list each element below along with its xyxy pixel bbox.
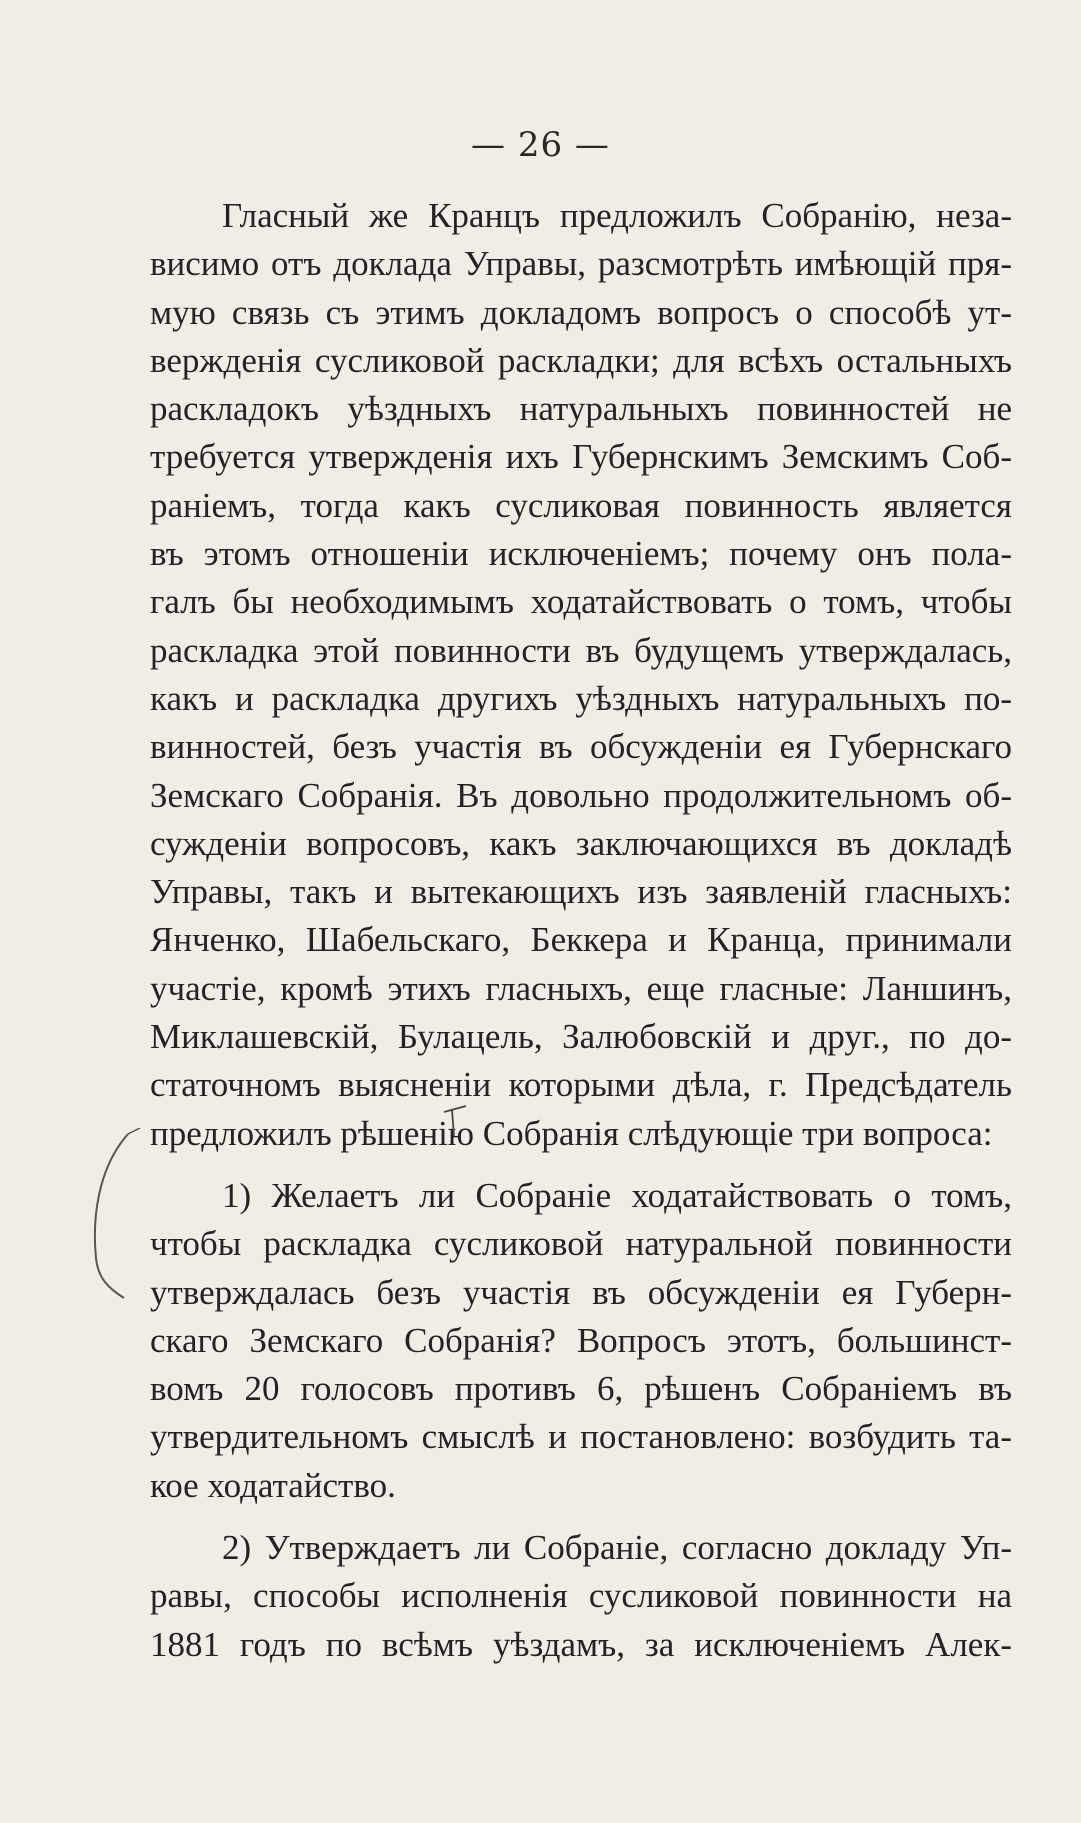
text-line: Управы, такъ и вытекающихъ изъ заявленій гласныхъ: — [150, 872, 1012, 912]
text-line: галъ бы необходимымъ ходатайствовать о томъ, чтобы — [150, 582, 1012, 622]
body-text — [150, 192, 1012, 1669]
text-line: винностей, безъ участія въ обсужденіи ея Губернскаго — [150, 727, 1012, 767]
page-number: — 26 — — [471, 125, 610, 165]
text-line: участіе, кромѣ этихъ гласныхъ, еще гласные: Ланшинъ, — [150, 968, 1012, 1008]
text-line: требуется утвержденія ихъ Губернскимъ Земскимъ Соб- — [150, 437, 1012, 477]
text-line: въ этомъ отношеніи исключеніемъ; почему онъ пола- — [150, 534, 1012, 574]
text-line: равы, способы исполненія сусликовой повинности на — [150, 1576, 1012, 1616]
text-line: раскладокъ уѣздныхъ натуральныхъ повинностей не — [150, 389, 1012, 429]
text-line: мую связь съ этимъ докладомъ вопросъ о способѣ ут- — [150, 292, 1012, 332]
text-line: 2) Утверждаетъ ли Собраніе, согласно докладу Уп- — [222, 1528, 1012, 1568]
text-line: вомъ 20 голосовъ противъ 6, рѣшенъ Собраніемъ въ — [150, 1369, 1012, 1409]
text-line: кое ходатайство. — [150, 1465, 396, 1505]
caret-insert-icon — [440, 1098, 470, 1138]
text-line: утверждалась безъ участія въ обсужденіи ея Губерн- — [150, 1272, 1012, 1312]
text-line: статочномъ выясненіи которыми дѣла, г. Предсѣдатель — [150, 1065, 1012, 1105]
paragraph-gap — [150, 1158, 1012, 1172]
text-line: сужденіи вопросовъ, какъ заключающихся въ докладѣ — [150, 823, 1012, 863]
text-line: раскладка этой повинности въ будущемъ утверждалась, — [150, 630, 1012, 670]
text-line: Янченко, Шабельскаго, Беккера и Кранца, принимали — [150, 920, 1012, 960]
text-line: Гласный же Кранцъ предложилъ Собранію, неза- — [222, 196, 1012, 235]
text-line: раніемъ, тогда какъ сусликовая повинность является — [150, 485, 1012, 525]
text-line: утвердительномъ смыслѣ и постановлено: возбудить та- — [150, 1417, 1012, 1457]
text-line: предложилъ рѣшенію Собранія слѣдующіе три вопроса: — [150, 1113, 993, 1153]
text-line: вержденія сусликовой раскладки; для всѣхъ остальныхъ — [150, 340, 1012, 380]
text-line: Миклашевскій, Булацель, Залюбовскій и друг., по до- — [150, 1017, 1012, 1057]
text-line: скаго Земскаго Собранія? Вопросъ этотъ, большинст- — [150, 1320, 1012, 1360]
text-line: какъ и раскладка другихъ уѣздныхъ натуральныхъ по- — [150, 678, 1012, 718]
text-line: висимо отъ доклада Управы, разсмотрѣть имѣющій пря- — [150, 244, 1012, 284]
text-line: 1881 годъ по всѣмъ уѣздамъ, за исключеніемъ Алек- — [150, 1624, 1012, 1664]
pencil-bracket-icon — [88, 1128, 148, 1300]
text-line: 1) Желаетъ ли Собраніе ходатайствовать о томъ, — [222, 1175, 1012, 1215]
text-line: Земскаго Собранія. Въ довольно продолжительномъ об- — [150, 775, 1012, 815]
paragraph-gap — [150, 1510, 1012, 1524]
text-line: чтобы раскладка сусликовой натуральной повинности — [150, 1224, 1012, 1264]
